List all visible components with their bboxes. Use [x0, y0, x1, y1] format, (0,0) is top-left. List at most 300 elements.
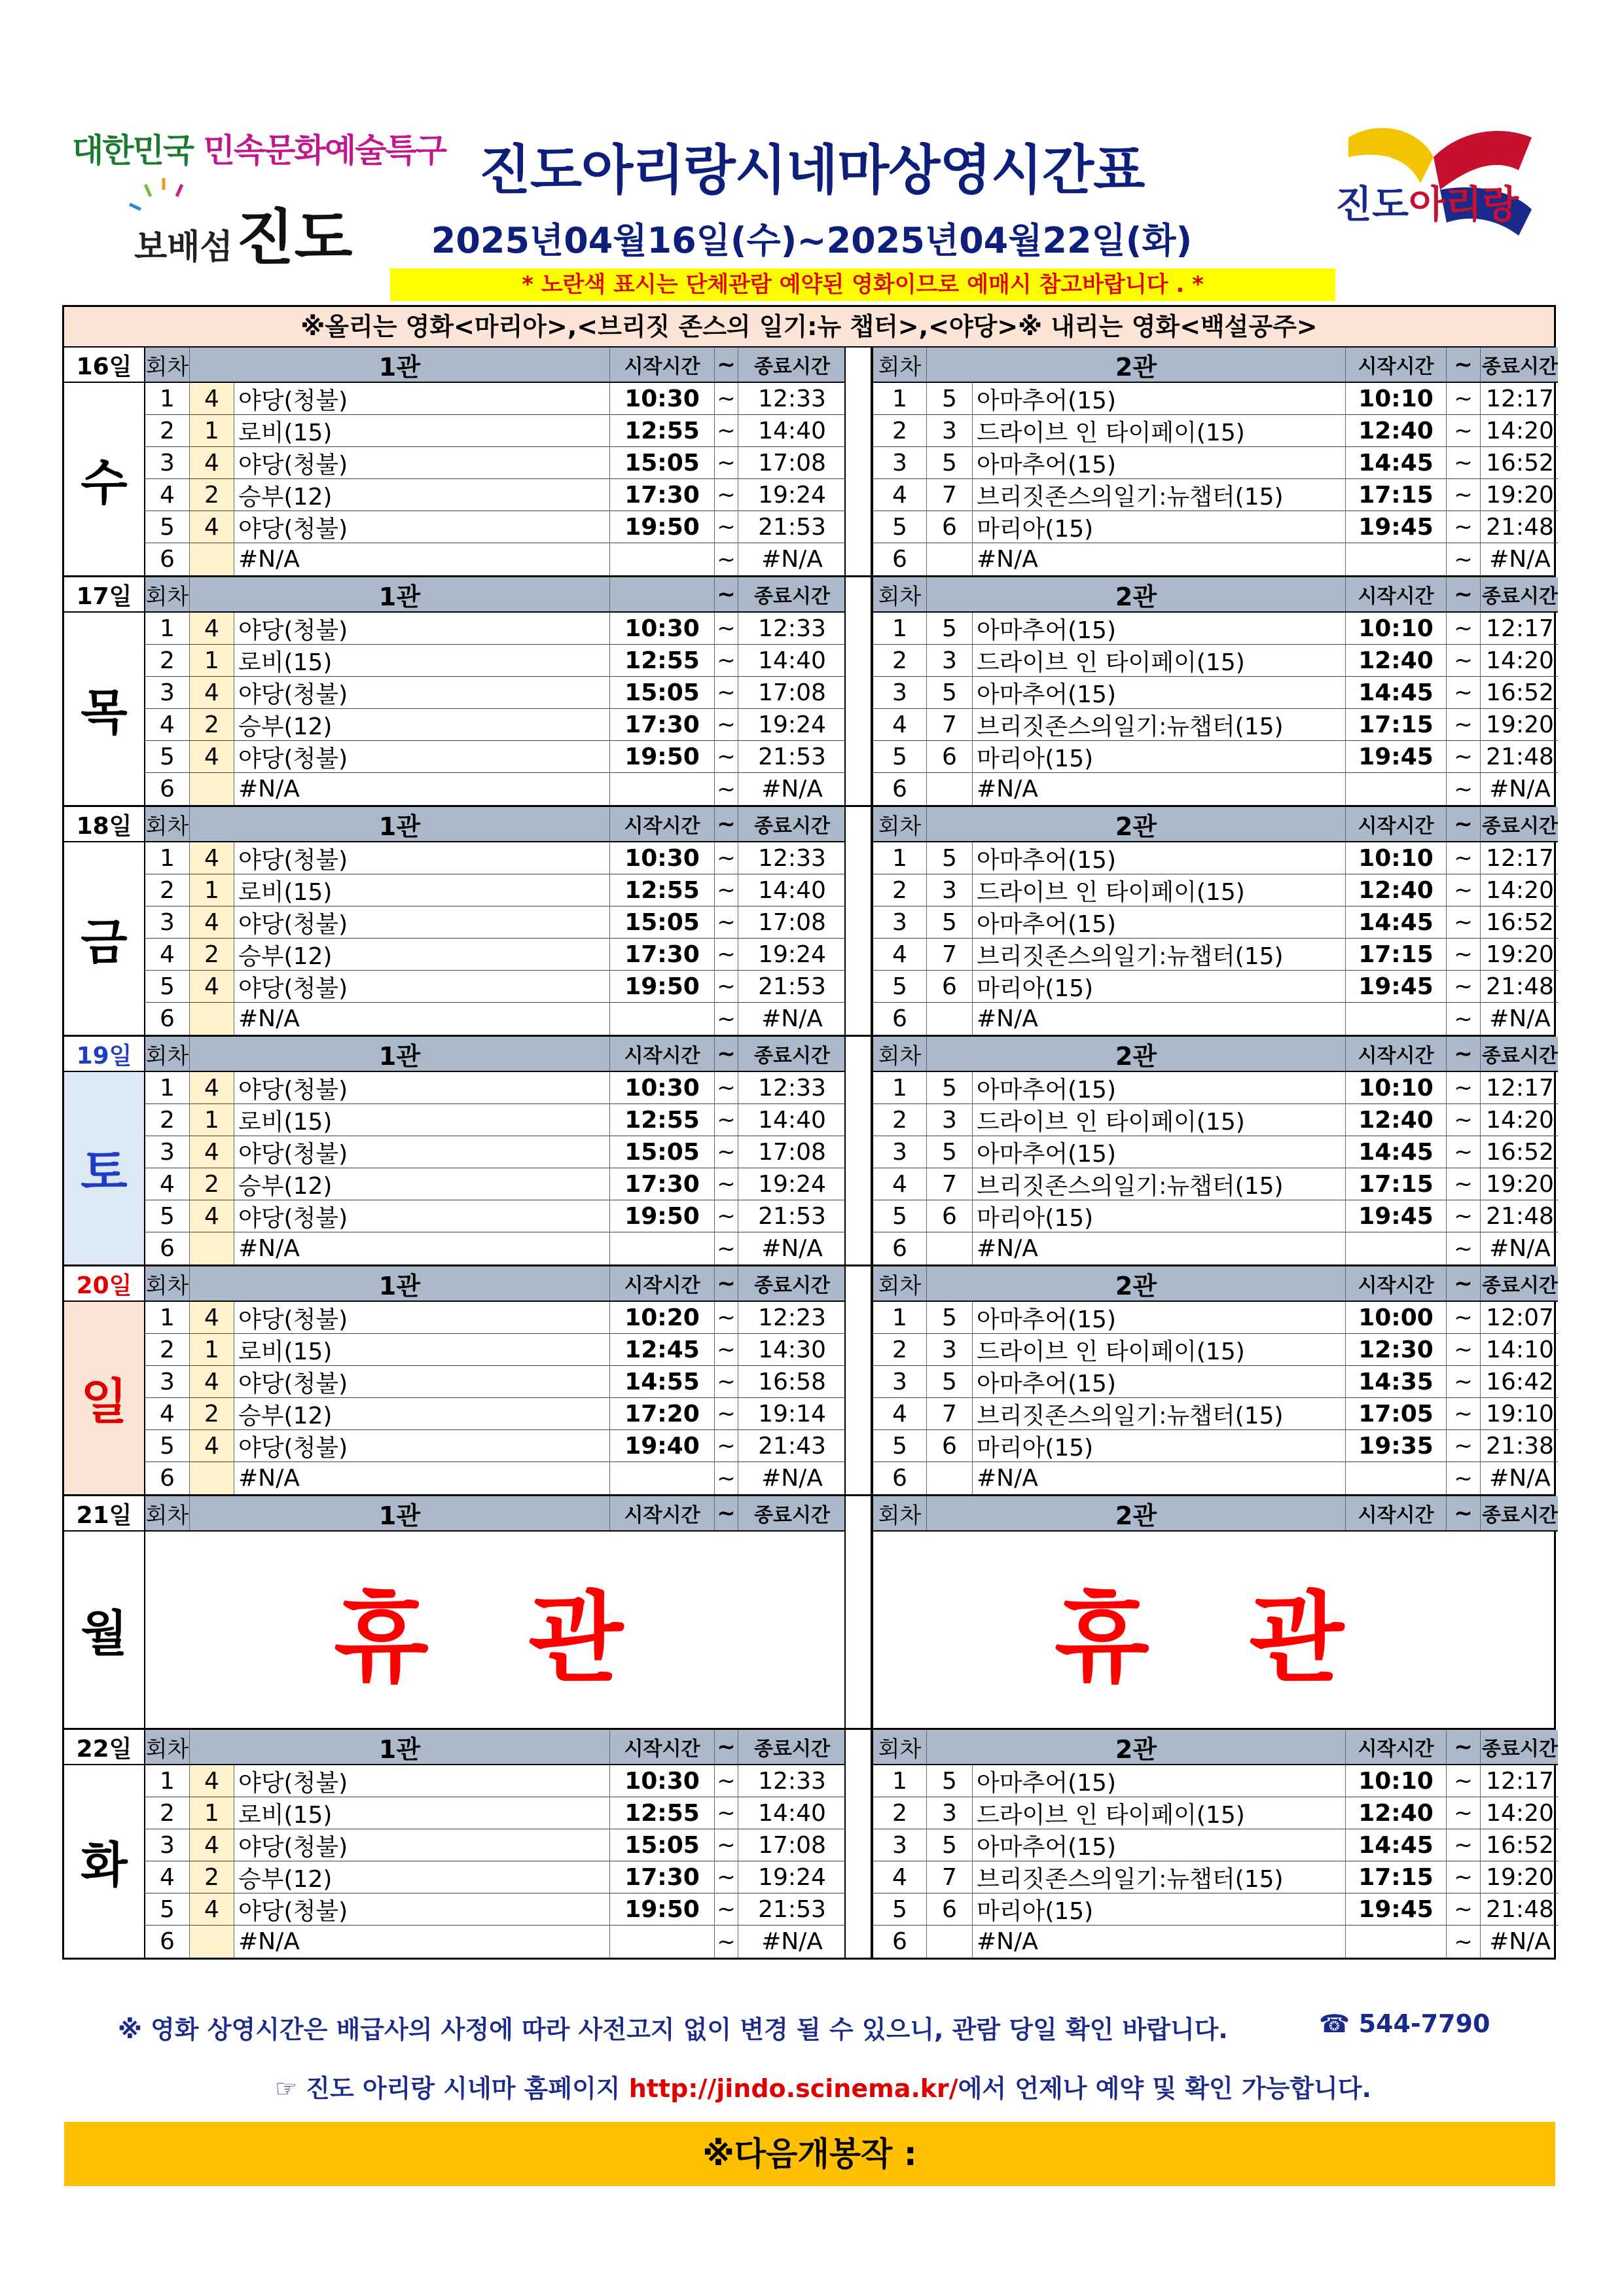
- showtime-row: [145, 1200, 844, 1232]
- screen-code: 4: [190, 677, 234, 708]
- time-separator: ~: [715, 543, 738, 575]
- hall-name: 1관: [190, 577, 610, 611]
- movie-title: 드라이브 인 타이페이(15): [973, 1797, 1346, 1829]
- day-weekday: 수: [81, 455, 128, 511]
- end-time: 19:20: [1486, 711, 1554, 738]
- end-time: 19:10: [1486, 1400, 1554, 1427]
- time-separator: ~: [715, 1366, 738, 1397]
- showtime-row: [145, 677, 844, 709]
- end-time: 19:24: [758, 711, 826, 738]
- end-time: 19:24: [758, 481, 826, 509]
- time-separator: ~: [1447, 971, 1481, 1002]
- round-number: 6: [145, 543, 190, 575]
- end-time: 14:40: [758, 1799, 826, 1827]
- end-time-header: 종료시간: [1482, 815, 1558, 838]
- hall-header-row: [145, 807, 844, 842]
- hall-2-schedule: [872, 1730, 1558, 1958]
- time-separator: ~: [1447, 741, 1481, 772]
- end-time: 16:42: [1486, 1368, 1554, 1395]
- movie-title: 드라이브 인 타이페이(15): [973, 874, 1346, 906]
- movie-title: #N/A: [973, 773, 1346, 805]
- start-time: 14:45: [1346, 1829, 1447, 1861]
- screen-code: 7: [927, 1861, 973, 1893]
- end-time: 14:40: [758, 876, 826, 904]
- screen-code: 3: [927, 1104, 973, 1136]
- round-number: 5: [873, 1200, 927, 1232]
- round-number: 4: [873, 479, 927, 511]
- showtime-row: [873, 677, 1558, 709]
- round-number: 1: [873, 383, 927, 414]
- end-time: #N/A: [761, 1005, 823, 1032]
- day-weekday: 화: [81, 1837, 128, 1893]
- screen-code: 4: [190, 842, 234, 874]
- tilde-header: ~: [715, 1730, 738, 1764]
- round-number: 5: [145, 1893, 190, 1925]
- showtime-row: [145, 709, 844, 741]
- movie-title: 승부(12): [234, 1398, 610, 1429]
- start-time: 10:10: [1346, 1072, 1447, 1103]
- time-separator: ~: [715, 1232, 738, 1265]
- screen-code: 4: [190, 1072, 234, 1103]
- showtime-row: [873, 511, 1558, 543]
- start-time: 19:50: [610, 511, 715, 543]
- time-separator: ~: [1447, 511, 1481, 543]
- screen-code: 4: [190, 447, 234, 478]
- round-number: 6: [873, 1926, 927, 1958]
- start-time: [610, 1462, 715, 1494]
- start-time-header: 시작시간: [610, 1730, 715, 1764]
- movie-title: 야당(청불): [234, 906, 610, 938]
- screen-code: 5: [927, 842, 973, 874]
- end-time: 21:53: [758, 743, 826, 770]
- showtime-row: [873, 415, 1558, 447]
- round-number: 4: [873, 939, 927, 970]
- homepage-link[interactable]: http://jindo.scinema.kr/: [628, 2074, 958, 2103]
- movie-title: 로비(15): [234, 1104, 610, 1136]
- end-time: 21:53: [758, 1895, 826, 1923]
- showtime-row: [145, 645, 844, 677]
- tilde-header: ~: [715, 807, 738, 841]
- screen-code: 7: [927, 709, 973, 740]
- round-header: 회차: [145, 1496, 190, 1530]
- end-time-header: 종료시간: [1482, 585, 1558, 608]
- time-separator: ~: [1447, 613, 1481, 644]
- screen-code: 4: [190, 1136, 234, 1168]
- end-time-header: 종료시간: [754, 815, 830, 838]
- round-number: 2: [873, 1797, 927, 1829]
- movie-title: 아마추어(15): [973, 906, 1346, 938]
- movie-title: 야당(청불): [234, 1765, 610, 1797]
- round-header: 회차: [873, 348, 927, 382]
- movie-title: 마리아(15): [973, 511, 1346, 543]
- time-separator: ~: [1447, 1797, 1481, 1829]
- movie-title: 야당(청불): [234, 1430, 610, 1462]
- round-number: 2: [145, 1797, 190, 1829]
- end-time: 14:20: [1486, 417, 1554, 444]
- movie-title: 승부(12): [234, 1168, 610, 1200]
- screen-code: 5: [927, 677, 973, 708]
- time-separator: ~: [715, 1136, 738, 1168]
- screen-code: 4: [190, 906, 234, 938]
- screen-code: 2: [190, 479, 234, 511]
- showtime-row: [873, 613, 1558, 645]
- screen-code: [927, 1926, 973, 1958]
- time-separator: ~: [1447, 543, 1481, 575]
- end-time: 14:40: [758, 1106, 826, 1134]
- hall-header-row: [873, 807, 1558, 842]
- round-number: 3: [873, 677, 927, 708]
- end-time: 17:08: [758, 1831, 826, 1859]
- hall-2-schedule: [872, 577, 1558, 805]
- start-time: 12:40: [1346, 645, 1447, 676]
- logo-slogan-b: 민속문화예술특구: [203, 132, 446, 170]
- round-number: 3: [145, 1366, 190, 1397]
- movie-title: 야당(청불): [234, 511, 610, 543]
- end-time: 21:48: [1486, 973, 1554, 1000]
- tilde-header: ~: [715, 1266, 738, 1300]
- movie-title: #N/A: [234, 1462, 610, 1494]
- start-time: 17:15: [1346, 1168, 1447, 1200]
- round-number: 1: [145, 613, 190, 644]
- start-time: [610, 1232, 715, 1265]
- tilde-header: ~: [1447, 1496, 1481, 1530]
- screen-code: [190, 1926, 234, 1958]
- schedule-table: [62, 305, 1556, 1960]
- time-separator: ~: [1447, 1302, 1481, 1333]
- start-time: 10:10: [1346, 1765, 1447, 1797]
- start-time: 17:15: [1346, 709, 1447, 740]
- time-separator: ~: [1447, 1926, 1481, 1958]
- movie-title: 로비(15): [234, 874, 610, 906]
- hall-divider: [846, 1037, 872, 1265]
- round-number: 2: [873, 874, 927, 906]
- hall-2-schedule: [872, 1496, 1558, 1728]
- start-time: 17:15: [1346, 1861, 1447, 1893]
- start-time: 15:05: [610, 447, 715, 478]
- round-number: 6: [145, 773, 190, 805]
- round-number: 2: [873, 645, 927, 676]
- movie-title: #N/A: [973, 1003, 1346, 1035]
- end-time: 12:33: [758, 385, 826, 412]
- round-number: 6: [873, 1003, 927, 1035]
- round-number: 4: [873, 1861, 927, 1893]
- start-time: 10:30: [610, 842, 715, 874]
- round-number: 5: [145, 971, 190, 1002]
- showtime-row: [145, 1072, 844, 1104]
- movie-title: 아마추어(15): [973, 1136, 1346, 1168]
- time-separator: ~: [1447, 383, 1481, 414]
- time-separator: ~: [715, 1797, 738, 1829]
- round-number: 6: [873, 773, 927, 805]
- screen-code: 6: [927, 971, 973, 1002]
- start-time: 12:40: [1346, 415, 1447, 446]
- end-time: 16:58: [758, 1368, 826, 1395]
- closed-notice: 휴 관: [1054, 1582, 1377, 1696]
- movie-title: 마리아(15): [973, 1200, 1346, 1232]
- round-number: 1: [145, 1072, 190, 1103]
- end-time: 12:17: [1486, 844, 1554, 872]
- end-time-header: 종료시간: [754, 355, 830, 378]
- showtime-row: [145, 1797, 844, 1829]
- showtime-row: [145, 383, 844, 415]
- screen-code: 4: [190, 1200, 234, 1232]
- end-time: #N/A: [761, 776, 823, 802]
- group-booking-notice: * 노란색 표시는 단체관람 예약된 영화이므로 예매시 참고바랍니다 . *: [390, 268, 1335, 301]
- round-number: 1: [873, 613, 927, 644]
- date-range: 2025년04월16일(수)~2025년04월22일(화): [431, 220, 1193, 261]
- end-time-header: 종료시간: [754, 1274, 830, 1297]
- hall-1-schedule: [145, 807, 846, 1035]
- round-header: 회차: [145, 1266, 190, 1300]
- round-number: 1: [873, 1302, 927, 1333]
- movie-title: 아마추어(15): [973, 1366, 1346, 1397]
- movie-title: 야당(청불): [234, 383, 610, 414]
- day-block: [64, 1266, 1558, 1496]
- day-block: [64, 1496, 1558, 1730]
- showtime-row: [145, 543, 844, 575]
- screen-code: 4: [190, 1366, 234, 1397]
- day-date: 21일: [64, 1496, 144, 1532]
- start-time: 12:45: [610, 1334, 715, 1365]
- movie-title: #N/A: [973, 1926, 1346, 1958]
- round-number: 5: [873, 1893, 927, 1925]
- day-weekday: 토: [64, 1072, 144, 1265]
- time-separator: ~: [715, 1302, 738, 1333]
- end-time: 12:33: [758, 844, 826, 872]
- start-time: 12:30: [1346, 1334, 1447, 1365]
- hall-header-row: [145, 1496, 844, 1532]
- hall-header-row: [145, 1037, 844, 1072]
- showtime-row: [145, 1168, 844, 1200]
- round-number: 5: [873, 511, 927, 543]
- round-header: 회차: [873, 1037, 927, 1071]
- end-time: #N/A: [1489, 1005, 1551, 1032]
- movie-title: 야당(청불): [234, 741, 610, 772]
- start-time-header: 시작시간: [1346, 807, 1447, 841]
- start-time: 19:50: [610, 1893, 715, 1925]
- round-number: 6: [873, 543, 927, 575]
- time-separator: ~: [1447, 1136, 1481, 1168]
- start-time-header: 시작시간: [1346, 348, 1447, 382]
- time-separator: ~: [715, 741, 738, 772]
- movie-title: 야당(청불): [234, 1302, 610, 1333]
- showtime-row: [145, 939, 844, 971]
- start-time-header: 시작시간: [1346, 577, 1447, 611]
- tilde-header: ~: [1447, 1037, 1481, 1071]
- showtime-row: [873, 1003, 1558, 1035]
- end-time: 14:40: [758, 417, 826, 444]
- start-time-header: 시작시간: [1346, 1730, 1447, 1764]
- round-number: 4: [145, 1398, 190, 1429]
- time-separator: ~: [715, 1462, 738, 1494]
- end-time: 12:23: [758, 1304, 826, 1331]
- movie-title: 브리짓존스의일기:뉴챕터(15): [973, 1861, 1346, 1893]
- end-time: 21:53: [758, 1202, 826, 1230]
- start-time-header: 시작시간: [1346, 1496, 1447, 1530]
- movie-title: 아마추어(15): [973, 383, 1346, 414]
- screen-code: 5: [927, 1136, 973, 1168]
- movie-title: 야당(청불): [234, 1829, 610, 1861]
- hall-divider: [846, 348, 872, 575]
- day-date: 20일: [64, 1266, 144, 1302]
- round-header: 회차: [145, 348, 190, 382]
- start-time: 17:30: [610, 1861, 715, 1893]
- showtime-row: [873, 1072, 1558, 1104]
- logo-main: 진도: [236, 202, 353, 273]
- hall-divider: [846, 1266, 872, 1494]
- arirang-logo-b: 아리랑: [1409, 182, 1519, 226]
- time-separator: ~: [1447, 1200, 1481, 1232]
- movie-title: 로비(15): [234, 645, 610, 676]
- homepage-prefix: ☞ 진도 아리랑 시네마 홈페이지: [275, 2074, 629, 2103]
- day-block: [64, 577, 1558, 807]
- round-number: 2: [145, 874, 190, 906]
- screen-code: 4: [190, 741, 234, 772]
- start-time: [1346, 1462, 1447, 1494]
- screen-code: 6: [927, 1200, 973, 1232]
- time-separator: ~: [1447, 447, 1481, 478]
- round-number: 3: [145, 1829, 190, 1861]
- time-separator: ~: [1447, 1232, 1481, 1265]
- day-weekday: 금: [81, 914, 128, 971]
- round-number: 2: [873, 415, 927, 446]
- round-number: 1: [873, 1765, 927, 1797]
- start-time: 17:30: [610, 1168, 715, 1200]
- showtime-row: [145, 741, 844, 773]
- showtime-row: [145, 773, 844, 805]
- time-separator: ~: [715, 906, 738, 938]
- day-weekday: 일: [64, 1302, 144, 1494]
- time-separator: ~: [715, 1072, 738, 1103]
- screen-code: [927, 1462, 973, 1494]
- end-time: #N/A: [1489, 1465, 1551, 1492]
- day-label-column: [64, 1730, 145, 1958]
- showtime-row: [145, 874, 844, 906]
- start-time-header: 시작시간: [610, 1496, 715, 1530]
- time-separator: ~: [715, 1104, 738, 1136]
- start-time: [610, 1926, 715, 1958]
- screen-code: 1: [190, 874, 234, 906]
- end-time: 19:24: [758, 941, 826, 968]
- start-time: 12:55: [610, 874, 715, 906]
- showtime-row: [145, 1334, 844, 1366]
- end-time: 21:48: [1486, 1895, 1554, 1923]
- end-time: 21:53: [758, 513, 826, 541]
- movie-title: 야당(청불): [234, 1893, 610, 1925]
- time-separator: ~: [715, 1829, 738, 1861]
- start-time: 17:05: [1346, 1398, 1447, 1429]
- time-separator: ~: [715, 709, 738, 740]
- movie-title: 드라이브 인 타이페이(15): [973, 1334, 1346, 1365]
- showtime-row: [145, 842, 844, 874]
- end-time: 19:20: [1486, 1863, 1554, 1891]
- time-separator: ~: [715, 1200, 738, 1232]
- time-separator: ~: [715, 1430, 738, 1462]
- start-time: 14:45: [1346, 1136, 1447, 1168]
- round-number: 5: [145, 1200, 190, 1232]
- start-time: 14:45: [1346, 447, 1447, 478]
- time-separator: ~: [715, 511, 738, 543]
- hall-name: 2관: [927, 1496, 1346, 1530]
- showtime-row: [145, 1366, 844, 1398]
- screen-code: 4: [190, 1829, 234, 1861]
- start-time-header: 시작시간: [610, 1037, 715, 1071]
- start-time: 10:30: [610, 1765, 715, 1797]
- round-number: 5: [145, 511, 190, 543]
- round-number: 4: [145, 479, 190, 511]
- movie-title: 마리아(15): [973, 1893, 1346, 1925]
- day-label-column: [64, 577, 145, 805]
- movie-title: 브리짓존스의일기:뉴챕터(15): [973, 939, 1346, 970]
- start-time: 10:10: [1346, 842, 1447, 874]
- showtime-row: [873, 645, 1558, 677]
- time-separator: ~: [1447, 709, 1481, 740]
- closed-notice: 휴 관: [333, 1582, 657, 1696]
- end-time: 17:08: [758, 449, 826, 476]
- round-number: 3: [145, 677, 190, 708]
- time-separator: ~: [715, 415, 738, 446]
- end-time: 21:48: [1486, 1202, 1554, 1230]
- showtime-row: [873, 1168, 1558, 1200]
- start-time: 17:20: [610, 1398, 715, 1429]
- logo-wordmark: [134, 190, 353, 276]
- end-time-header: 종료시간: [1482, 1045, 1558, 1067]
- showtime-row: [873, 1232, 1558, 1265]
- movie-title: 아마추어(15): [973, 447, 1346, 478]
- start-time: 12:55: [610, 645, 715, 676]
- jindo-special-zone-logo: [72, 124, 446, 295]
- movie-title: #N/A: [234, 1003, 610, 1035]
- end-time: #N/A: [1489, 1235, 1551, 1262]
- end-time-header: 종료시간: [754, 1504, 830, 1527]
- hall-name: 1관: [190, 807, 610, 841]
- start-time: 15:05: [610, 906, 715, 938]
- start-time-header: 시작시간: [610, 1266, 715, 1300]
- start-time: [1346, 1003, 1447, 1035]
- round-number: 3: [145, 1136, 190, 1168]
- tilde-header: ~: [715, 1496, 738, 1530]
- end-time: 16:52: [1486, 908, 1554, 936]
- round-number: 4: [145, 1861, 190, 1893]
- hall-name: 2관: [927, 577, 1346, 611]
- end-time: 21:43: [758, 1432, 826, 1460]
- screen-code: 4: [190, 1893, 234, 1925]
- round-header: 회차: [873, 577, 927, 611]
- end-time: #N/A: [761, 1928, 823, 1955]
- screen-code: 1: [190, 645, 234, 676]
- hall-header-row: [145, 348, 844, 383]
- time-separator: ~: [1447, 1829, 1481, 1861]
- time-separator: ~: [1447, 415, 1481, 446]
- hall-name: 2관: [927, 1266, 1346, 1300]
- showtime-row: [145, 1302, 844, 1334]
- screen-code: 3: [927, 1334, 973, 1365]
- round-number: 5: [873, 1430, 927, 1462]
- showtime-row: [145, 415, 844, 447]
- day-date: 19일: [64, 1037, 144, 1072]
- time-separator: ~: [1447, 1072, 1481, 1103]
- end-time-header: 종료시간: [754, 585, 830, 608]
- movie-title: 아마추어(15): [973, 842, 1346, 874]
- movie-title: 아마추어(15): [973, 613, 1346, 644]
- end-time: 17:08: [758, 679, 826, 706]
- end-time: 14:30: [758, 1336, 826, 1363]
- movie-title: #N/A: [973, 1232, 1346, 1265]
- round-number: 1: [873, 842, 927, 874]
- round-number: 2: [145, 645, 190, 676]
- showtime-row: [873, 1398, 1558, 1430]
- screen-code: 7: [927, 1398, 973, 1429]
